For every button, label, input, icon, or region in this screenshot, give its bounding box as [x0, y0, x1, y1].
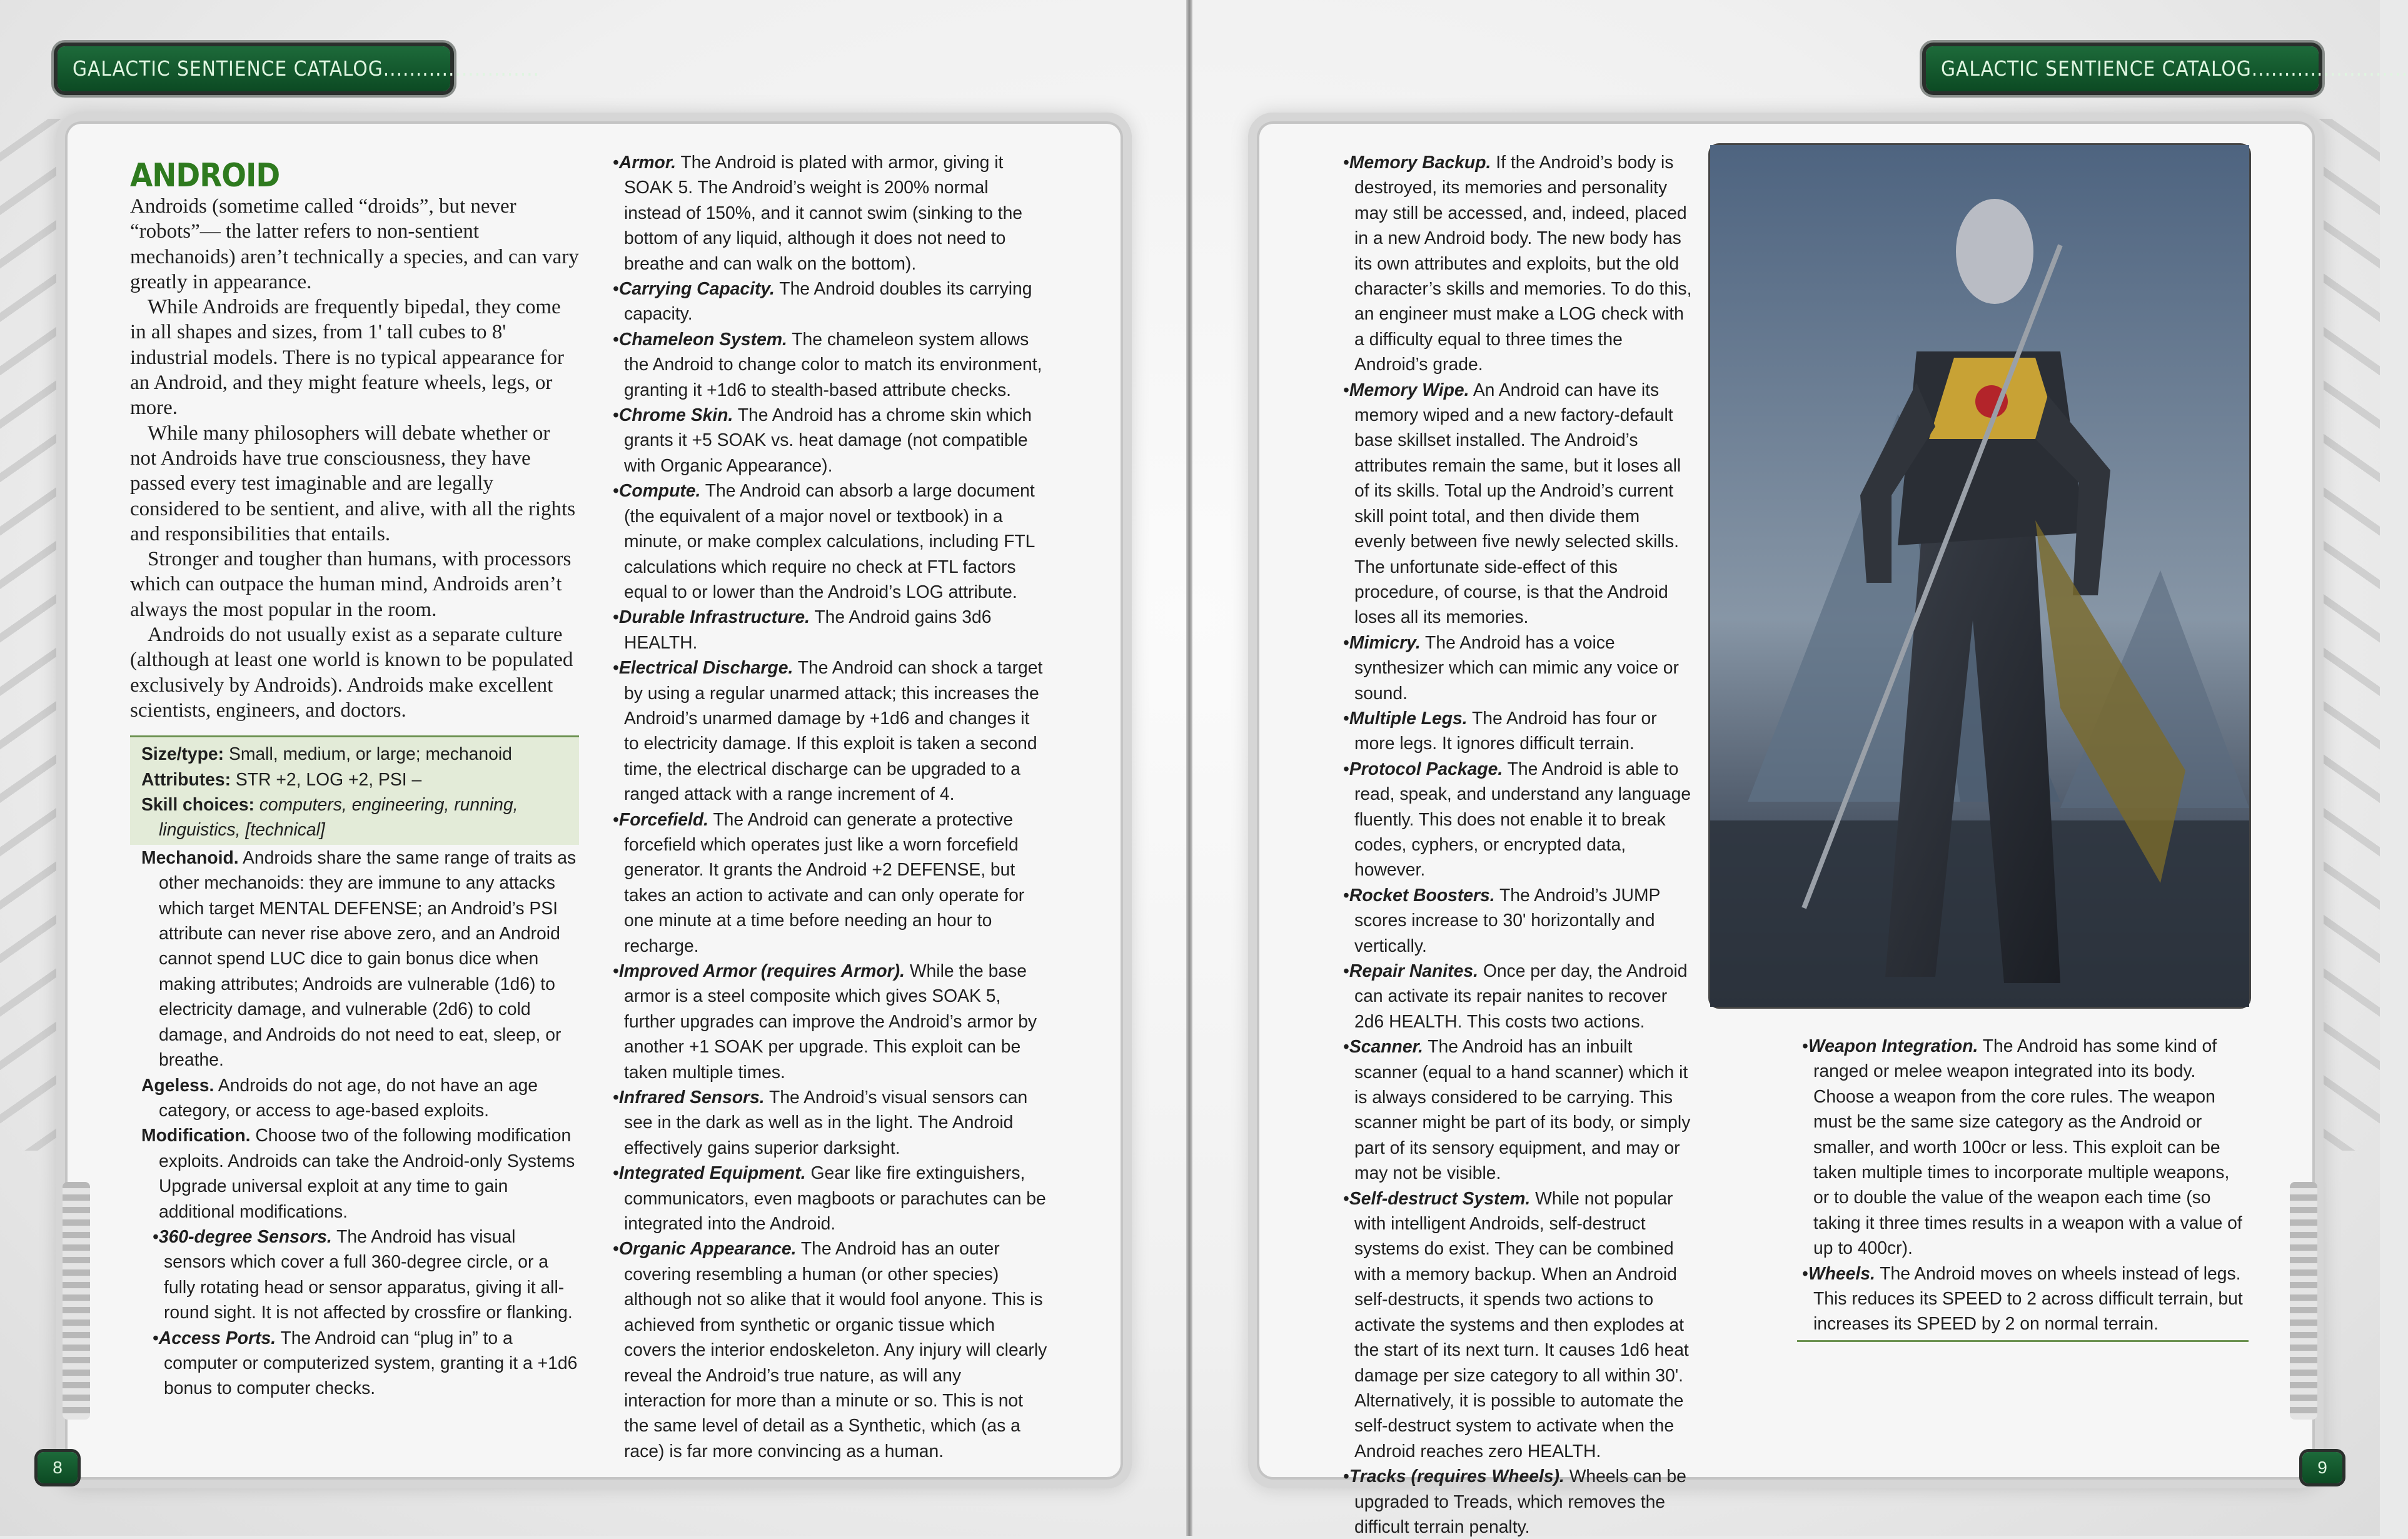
trait-text: Choose two of the following modification exploits. Androids can take the Android-only Systems Upgrade universal exploit at any time to gain additional modifications. — [159, 1125, 575, 1221]
modification-item: •Tracks (requires Wheels). Wheels can be upgraded to Treads, which removes the difficult terrain penalty. — [1343, 1466, 1686, 1536]
modification-name: Tracks (requires Wheels). — [1349, 1466, 1564, 1486]
modification-item: •Weapon Integration. The Android has some kind of ranged or melee weapon integrated into its body. Choose a weapon from the core rules. The weapon must be the same size category as the Android or smaller, and worth 100cr or less. This exploit can be taken multiple times to incorporate multiple weapons, or to double the value of the weapon each time (so taking it three times results in a weapon with a value of up to 400cr). — [1802, 1036, 2242, 1258]
trait-item — [130, 1123, 579, 1224]
modification-name: Compute. — [618, 480, 701, 501]
modification-item: •Integrated Equipment. Gear like fire extinguishers, communicators, even magboots or parachutes can be integrated into the Android. — [613, 1163, 1046, 1234]
intro-paragraph: Androids do not usually exist as a separate culture (although at least one world is known to be populated exclusively by Androids). Androids make excellent scientists, engineers, and doctors. — [130, 623, 573, 722]
modification-text: The Android is able to read, speak, and understand any language fluently. This does not enable it to break codes, cyphers, or encrypted data, however. — [1354, 758, 1691, 880]
modification-text: Wheels can be upgraded to Treads, which removes the difficult terrain penalty. — [1354, 1466, 1686, 1536]
modification-name: Forcefield. — [618, 809, 709, 829]
modification-item: •Electrical Discharge. The Android can shock a target by using a regular unarmed attack; this increases the Android’s unarmed damage by +1d6 and changes it to electricity damage. If this exploit is taken a second time, the electrical discharge can be upgraded to a ranged attack with a range increment of 4. — [613, 657, 1043, 804]
modification-name: Chameleon System. — [618, 328, 787, 349]
modification-text: The Android has four or more legs. It ignores difficult terrain. — [1354, 707, 1657, 754]
column-1 — [130, 158, 579, 1401]
modification-item: •Memory Backup. If the Android’s body is destroyed, its memories and personality may still be accessed, and, indeed, placed in a new Android body. The new body has its own attributes and exploits, but the old character’s skills and memories. To do this, an engineer must make a LOG check with a difficulty equal to three times the Android’s grade. — [1343, 152, 1692, 375]
trait-text: Androids share the same range of traits as other mechanoids: they are immune to any attacks which target MENTAL DEFENSE; an Android’s PSI attribute can never rise above zero, and an Android cannot spend LUC dice to gain bonus dice when making attributes; Androids are vulnerable (1d6) to electricity damage, and vulnerable (2d6) to cold damage, and Androids do not need to eat, sleep, or breathe. — [159, 847, 577, 1070]
modification-name: 360-degree Sensors. — [158, 1226, 332, 1246]
modification-item: •Scanner. The Android has an inbuilt scanner (equal to a hand scanner) which it is always considered to be carrying. This scanner might be part of its body, or simply part of its sensory equipment, and may or may not be visible. — [1343, 1036, 1691, 1183]
stat-skills-value: computers, engineering, running, linguistics, [technical] — [159, 794, 518, 840]
modification-text: The Android has visual sensors which cover a full 360-degree circle, or a fully rotating head or sensor apparatus, giving it all-round sight. It is not affected by crossfire or flanking. — [164, 1226, 573, 1323]
modification-item: •360-degree Sensors. The Android has visual sensors which cover a full 360-degree circle, or a fully rotating head or sensor apparatus, giving it all-round sight. It is not affected by crossfire or flanking. — [153, 1226, 573, 1323]
modification-name: Memory Wipe. — [1349, 379, 1469, 400]
modification-item: •Multiple Legs. The Android has four or more legs. It ignores difficult terrain. — [1343, 707, 1657, 754]
page-title: ANDROID — [130, 157, 280, 194]
modification-item: •Wheels. The Android moves on wheels instead of legs. This reduces its SPEED to 2 across difficult terrain, but increases its SPEED by 2 on normal terrain. — [1802, 1263, 2243, 1334]
modification-name: Organic Appearance. — [618, 1238, 797, 1259]
stat-size-label: Size/type: — [141, 744, 224, 764]
modification-item: •Access Ports. The Android can “plug in” to a computer or computerized system, granting it a +1d6 bonus to computer checks. — [153, 1327, 578, 1398]
water-reflection — [1710, 820, 2249, 1007]
modification-text: The Android has an outer covering resembling a human (or other species) although not so alike that it would fool anyone. This is achieved from synthetic or organic tissue which covers the interior endoskeleton. Any injury will clearly reveal the Android’s true nature, as will any interaction for more than a minute or so. This is not the same level of detail as a Synthetic, which (as a race) is far more convincing as a human. — [624, 1238, 1047, 1461]
modification-text: The Android can absorb a large document (the equivalent of a major novel or textbook) in a minute, or make complex calculations, including FTL calculations which require no check at FTL factors equal to or lower than the Android’s LOG attribute. — [624, 480, 1035, 602]
modification-item: •Compute. The Android can absorb a large document (the equivalent of a major novel or textbook) in a minute, or make complex calculations, including FTL calculations which require no check at FTL factors equal to or lower than the Android’s LOG attribute. — [613, 480, 1035, 602]
modification-item: •Chameleon System. The chameleon system allows the Android to change color to match its environment, granting it +1d6 to stealth-based attribute checks. — [613, 328, 1042, 400]
modification-item: •Chrome Skin. The Android has a chrome skin which grants it +5 SOAK vs. heat damage (not compatible with Organic Appearance). — [613, 405, 1032, 475]
modification-text: The Android is plated with armor, giving it SOAK 5. The Android’s weight is 200% normal instead of 150%, and it cannot swim (sinking to the bottom of any liquid, although it does not need to breathe and can walk on the bottom). — [624, 152, 1023, 273]
modification-item: •Protocol Package. The Android is able to read, speak, and understand any language fluently. This does not enable it to break codes, cyphers, or encrypted data, however. — [1343, 758, 1691, 880]
modification-text: The Android has some kind of ranged or melee weapon integrated into its body. Choose a weapon from the core rules. The weapon must be the same size category as the Android or smaller, and worth 100cr or less. This exploit can be taken multiple times to incorporate multiple weapons, or to double the value of the weapon each time (so taking it three times results in a weapon with a value of up to 400cr). — [1813, 1036, 2242, 1258]
modification-text: The Android’s visual sensors can see in the dark as well as in the light. The Android effectively gains superior darksight. — [624, 1087, 1028, 1158]
running-header-right: GALACTIC SENTIENCE CATALOG........................ — [1926, 46, 2319, 91]
modification-name: Repair Nanites. — [1349, 961, 1478, 981]
trait-name: Ageless. — [141, 1074, 214, 1095]
illustration-svg — [1710, 145, 2249, 1007]
android-head — [1956, 199, 2033, 304]
page-number-right: 9 — [2302, 1452, 2342, 1483]
intro-paragraph: While many philosophers will debate whether or not Androids have true consciousness, they have passed every test imaginable and are legally considered to be sentient, and alive, with all the rights and responsibilities that entails. — [130, 421, 576, 545]
running-header-left: GALACTIC SENTIENCE CATALOG........................ — [58, 46, 450, 91]
modification-name: Carrying Capacity. — [618, 278, 775, 299]
stat-attributes — [141, 767, 570, 792]
modification-text: The Android can “plug in” to a computer or computerized system, granting it a +1d6 bonus to computer checks. — [164, 1327, 578, 1398]
modification-name: Self-destruct System. — [1349, 1188, 1531, 1208]
modification-text: The Android has a voice synthesizer which can mimic any voice or sound. — [1354, 632, 1679, 703]
modification-text: If the Android’s body is destroyed, its memories and personality may still be accessed, and, indeed, placed in a new Android body. The new body has its own attributes and exploits, but the old character’s skills and memories. To do this, an engineer must make a LOG check with a difficulty equal to three times the Android’s grade. — [1354, 152, 1692, 375]
modification-name: Infrared Sensors. — [618, 1087, 765, 1108]
intro-paragraph: While Androids are frequently bipedal, they come in all shapes and sizes, from 1' tall cubes to 8' industrial models. There is no typical appearance for an Android, and they might feature wheels, legs, or more. — [130, 296, 564, 420]
modification-text: While not popular with intelligent Androids, self-destruct systems do exist. They can be combined with a memory backup. When an Android self-destructs, it spends two actions to activate the systems and then explodes at the start of its next turn. It causes 1d6 heat damage per size category to all within 30'. Alternatively, it is possible to automate the self-destruct system to activate when the Android reaches zero HEALTH. — [1354, 1188, 1689, 1461]
modification-item: •Organic Appearance. The Android has an outer covering resembling a human (or other species) although not so alike that it would fool anyone. This is achieved from synthetic or organic tissue which covers the interior endoskeleton. Any injury will clearly reveal the Android’s true nature, as will any interaction for more than a minute or so. This is not the same level of detail as a Synthetic, which (as a race) is far more convincing as a human. — [613, 1238, 1047, 1461]
modification-item: •Forcefield. The Android can generate a protective forcefield which operates just like a worn forcefield generator. It grants the Android +2 DEFENSE, but takes an action to activate and can only operate for one minute at a time before needing an hour to recharge. — [613, 809, 1025, 956]
modification-text: The Android’s JUMP scores increase to 30' horizontally and vertically. — [1354, 884, 1660, 956]
section-end-rule — [1797, 1340, 2249, 1342]
right-vent-detail — [2290, 1182, 2317, 1420]
column-3 — [1343, 149, 1693, 1539]
intro-paragraph: Stronger and tougher than humans, with processors which can outpace the human mind, Androids aren’t always the most popular in the room. — [130, 548, 572, 621]
modification-name: Integrated Equipment. — [618, 1163, 806, 1183]
modification-item: •Rocket Boosters. The Android’s JUMP scores increase to 30' horizontally and vertically. — [1343, 884, 1660, 956]
modification-name: Weapon Integration. — [1808, 1036, 1978, 1056]
android-illustration — [1710, 145, 2249, 1007]
modification-name: Durable Infrastructure. — [618, 607, 810, 627]
modification-name: Scanner. — [1349, 1036, 1423, 1057]
modification-item: •Repair Nanites. Once per day, the Android can activate its repair nanites to recover 2d6 HEALTH. This costs two actions. — [1343, 961, 1688, 1031]
trait-name: Mechanoid. — [141, 847, 239, 867]
column-2 — [613, 149, 1047, 1463]
trait-item — [130, 845, 579, 1072]
modification-name: Protocol Package. — [1349, 758, 1503, 779]
modification-item: •Improved Armor (requires Armor). While the base armor is a steel composite which gives SOAK 5, further upgrades can improve the Android’s armor by another +1 SOAK per upgrade. This exploit can be taken multiple times. — [613, 961, 1037, 1082]
modification-item: •Memory Wipe. An Android can have its memory wiped and a new factory-default base skillset installed. The Android’s attributes remain the same, but it loses all of its skills. Total up the Android’s current skill point total, and then divide them evenly between five newly selected skills. The unfortunate side-effect of this procedure, of course, is that the Android loses all its memories. — [1343, 379, 1681, 627]
trait-text: Androids do not age, do not have an age category, or access to age-based exploits. — [159, 1074, 538, 1120]
modification-text: An Android can have its memory wiped and a new factory-default base skillset installed. The Android’s attributes remain the same, but it loses all of its skills. Total up the Android’s current skill point total, and then divide them evenly between five newly selected skills. The unfortunate side-effect of this procedure, of course, is that the Android loses all its memories. — [1354, 379, 1681, 627]
modification-item: •Mimicry. The Android has a voice synthesizer which can mimic any voice or sound. — [1343, 632, 1679, 703]
modification-name: Electrical Discharge. — [618, 657, 793, 678]
stat-skills-label: Skill choices: — [141, 794, 254, 815]
modification-item: •Carrying Capacity. The Android doubles its carrying capacity. — [613, 278, 1032, 324]
modification-item: •Durable Infrastructure. The Android gains 3d6 HEALTH. — [613, 607, 992, 652]
modification-text: The Android can generate a protective forcefield which operates just like a worn forcefield generator. It grants the Android +2 DEFENSE, but takes an action to activate and can only operate for one minute at a time before needing an hour to recharge. — [624, 809, 1025, 956]
modification-text: Once per day, the Android can activate its repair nanites to recover 2d6 HEALTH. This costs two actions. — [1354, 961, 1688, 1031]
left-vent-detail — [63, 1182, 90, 1420]
modification-name: Access Ports. — [158, 1327, 276, 1348]
modification-text: Gear like fire extinguishers, communicators, even magboots or parachutes can be integrated into the Android. — [624, 1163, 1046, 1234]
intro-paragraph: Androids (sometime called “droids”, but never “robots”— the latter refers to non-sentient mechanoids) aren’t technically a species, and can vary greatly in appearance. — [130, 195, 579, 293]
stat-attributes-label: Attributes: — [141, 769, 231, 789]
modification-name: Multiple Legs. — [1349, 707, 1468, 728]
trait-item — [130, 1072, 579, 1123]
modification-name: Memory Backup. — [1349, 152, 1491, 172]
modification-text: The Android moves on wheels instead of legs. This reduces its SPEED to 2 across difficult terrain, but increases its SPEED by 2 on normal terrain. — [1813, 1263, 2243, 1334]
modification-name: Improved Armor (requires Armor). — [618, 961, 905, 981]
stat-size — [141, 741, 570, 766]
stat-box — [130, 735, 579, 845]
intro-text — [130, 194, 579, 723]
modification-name: Chrome Skin. — [618, 405, 733, 425]
stat-size-value: Small, medium, or large; mechanoid — [228, 744, 512, 764]
traits-list — [130, 845, 579, 1401]
page-gutter — [1186, 0, 1192, 1536]
stat-attributes-value: STR +2, LOG +2, PSI – — [235, 769, 422, 789]
modification-item: •Infrared Sensors. The Android’s visual sensors can see in the dark as well as in the light. The Android effectively gains superior darksight. — [613, 1087, 1028, 1158]
column-4 — [1802, 1033, 2249, 1342]
modification-text: While the base armor is a steel composite which gives SOAK 5, further upgrades can improve the Android’s armor by another +1 SOAK per upgrade. This exploit can be taken multiple times. — [624, 961, 1037, 1082]
modification-text: The Android can shock a target by using a regular unarmed attack; this increases the Android’s unarmed damage by +1d6 and changes it to electricity damage. If this exploit is taken a second time, the electrical discharge can be upgraded to a ranged attack with a range increment of 4. — [624, 657, 1043, 804]
stat-skills — [141, 792, 570, 842]
modification-name: Wheels. — [1808, 1263, 1875, 1283]
modification-text: The chameleon system allows the Android to change color to match its environment, granting it +1d6 to stealth-based attribute checks. — [624, 328, 1042, 400]
modification-item: •Armor. The Android is plated with armor, giving it SOAK 5. The Android’s weight is 200% normal instead of 150%, and it cannot swim (sinking to the bottom of any liquid, although it does not need to breathe and can walk on the bottom). — [613, 152, 1023, 273]
modification-text: The Android has an inbuilt scanner (equal to a hand scanner) which it is always considered to be carrying. This scanner might be part of its body, or simply part of its sensory equipment, and may or may not be visible. — [1354, 1036, 1691, 1183]
modification-text: The Android has a chrome skin which grants it +5 SOAK vs. heat damage (not compatible with Organic Appearance). — [624, 405, 1032, 475]
page-number-left: 8 — [38, 1452, 78, 1483]
trait-name: Modification. — [141, 1125, 251, 1146]
modification-name: Rocket Boosters. — [1349, 884, 1495, 905]
modification-text: The Android gains 3d6 HEALTH. — [624, 607, 992, 652]
modification-text: The Android doubles its carrying capacity. — [624, 278, 1032, 324]
modification-name: Armor. — [618, 152, 677, 172]
modification-name: Mimicry. — [1349, 632, 1421, 652]
modification-item: •Self-destruct System. While not popular with intelligent Androids, self-destruct systems do exist. They can be combined with a memory backup. When an Android self-destructs, it spends two actions to activate the systems and then explodes at the start of its next turn. It causes 1d6 heat damage per size category to all within 30'. Alternatively, it is possible to automate the self-destruct system to activate when the Android reaches zero HEALTH. — [1343, 1188, 1689, 1461]
